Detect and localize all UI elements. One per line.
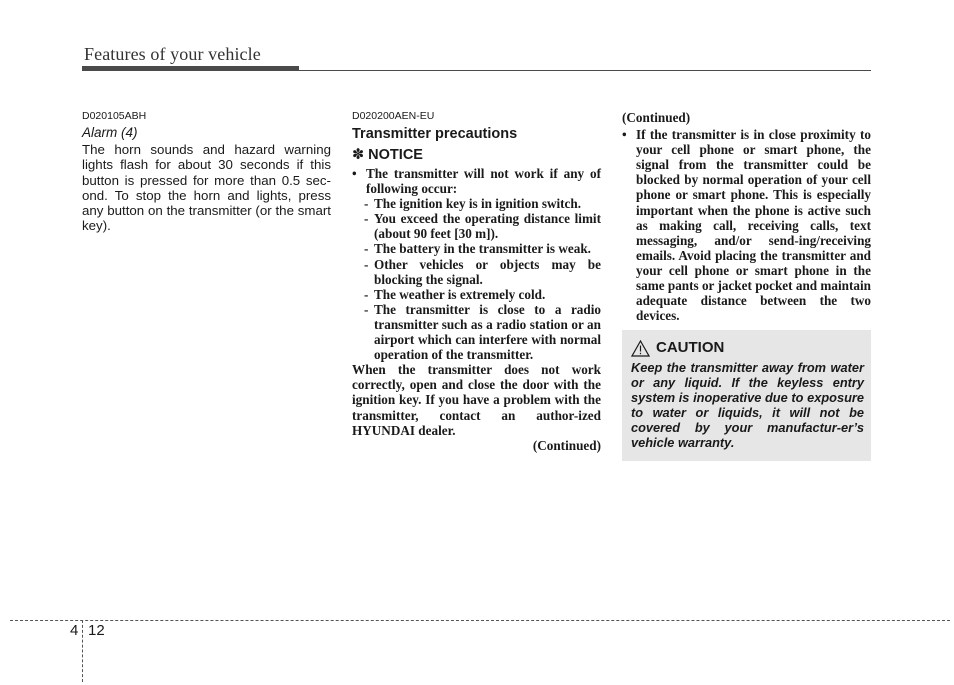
notice-paragraph: When the transmitter does not work correctly, open and close the door with the ignition key. If you have a problem with the transmitter, contact an author-ized HYUNDAI dealer. [352, 362, 601, 438]
footer-vertical-divider [82, 620, 83, 682]
continued-label: (Continued) [532, 437, 601, 453]
caution-label: CAUTION [656, 339, 725, 356]
page-header-title: Features of your vehicle [84, 44, 261, 64]
notice-heading: ✽ NOTICE [352, 147, 423, 163]
column-3 [622, 110, 871, 323]
continued-label: (Continued) [622, 110, 691, 125]
notice-item: - Other vehicles or objects may be blocking the signal. [364, 256, 601, 287]
notice-item: - The weather is extremely cold. [364, 286, 546, 302]
caution-box [622, 330, 871, 461]
header-rule-thick [82, 66, 299, 71]
notice-item: - The transmitter is close to a radio transmitter such as a radio station or an airport which can interfere with normal operation of the transmitter. [364, 301, 601, 363]
footer-divider [10, 620, 950, 621]
page-number: 12 [88, 622, 105, 639]
section-code: D020200AEN-EU [352, 110, 435, 122]
notice-item: - The ignition key is in ignition switch. [364, 196, 582, 212]
bullet-icon: • [622, 127, 627, 143]
notice-bullet-text: If the transmitter is in close proximity to your cell phone or smart phone, the signal from the transmitter could be blocked by normal operation of your cell phone or smart phone. This is especially important when the phone is active such as making call, receiving calls, text messaging, and/or send-ing/receiving emails. Avoid placing the transmitter and your cell phone or smart phone in the same pants or jacket pocket and maintain adequate distance between the two devices. [636, 127, 871, 324]
alarm-subheading: Alarm (4) [82, 125, 138, 140]
section-heading: Transmitter precautions [352, 126, 518, 142]
notice-bullet-text: The transmitter will not work if any of following occur: [366, 166, 601, 197]
notice-item: - The battery in the transmitter is weak. [364, 241, 591, 257]
column-2 [352, 110, 601, 453]
notice-item: - You exceed the operating distance limit (about 90 feet [30 m]). [364, 211, 601, 242]
column-1 [82, 110, 331, 234]
notice-bullet [622, 127, 871, 323]
caution-text: Keep the transmitter away from water or any liquid. If the keyless entry system is inoperative due to exposure to water or liquids, it will not be covered by your manufactur-er’s vehicle warranty. [631, 360, 864, 451]
caution-heading [631, 339, 724, 357]
section-code: D020105ABH [82, 110, 147, 122]
bullet-icon: • [352, 166, 357, 181]
alarm-body: The horn sounds and hazard warning lights flash for about 30 seconds if this button is pressed for more than 0.5 sec-ond. To stop the horn and lights, press any button on the transmitter (or the smart key). [82, 142, 331, 234]
warning-triangle-icon [631, 340, 650, 357]
chapter-number: 4 [70, 622, 79, 639]
notice-bullet [352, 166, 601, 196]
header-rule-thin [299, 70, 871, 71]
